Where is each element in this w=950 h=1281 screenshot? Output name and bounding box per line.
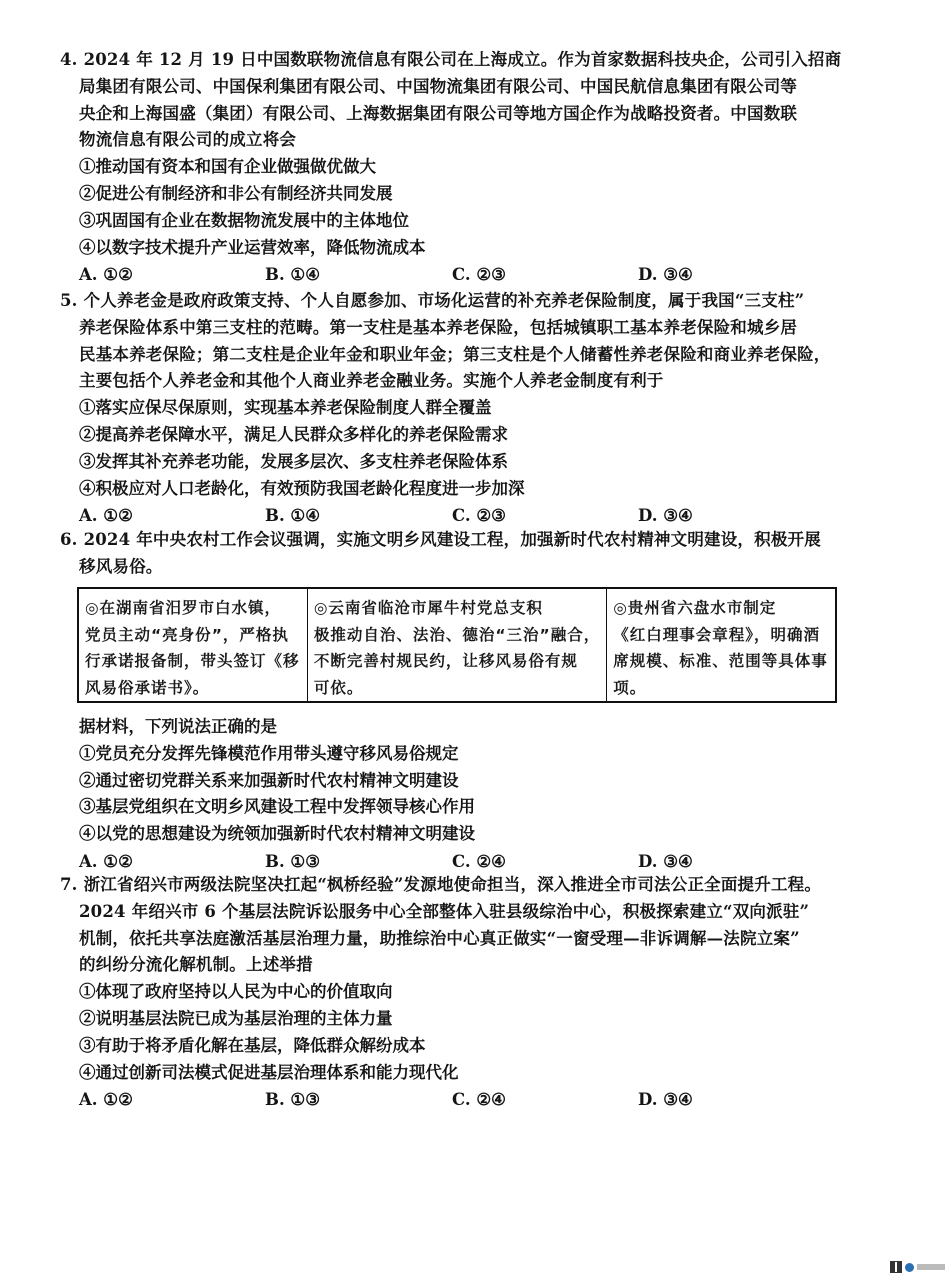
stem-line: 民基本养老保险；第二支柱是企业年金和职业年金；第三支柱是个人储蓄性养老保险和商业养老保险， [79, 344, 831, 364]
stem-line: 7. 浙江省绍兴市两级法院坚决扛起“枫桥经验”发源地使命担当，深入推进全市司法公正全面提升工程。 [60, 875, 822, 894]
question-6 [60, 527, 860, 581]
statement-2: ②促进公有制经济和非公有制经济共同发展 [79, 183, 393, 203]
statement-2: ②说明基层法院已成为基层治理的主体力量 [79, 1008, 393, 1028]
cell-line: 党员主动“亮身份”，严格执 [85, 625, 289, 644]
stem-line: 主要包括个人养老金和其他个人商业养老金融业务。实施个人养老金制度有利于 [79, 371, 664, 391]
material-table [77, 587, 837, 703]
question-5 [60, 288, 860, 529]
cell-line: 可依。 [313, 678, 364, 697]
qr-code-icon [890, 1261, 902, 1273]
stem-line: 机制，依托共享法庭激活基层治理力量，助推综治中心真正做实“一窗受理—非诉调解—法院立案” [79, 928, 800, 948]
choice-c[interactable]: C. ②③ [452, 265, 506, 285]
cell-line: 不断完善村规民约，让移风易俗有规 [313, 652, 578, 670]
cell-line: ◎贵州省六盘水市制定 [613, 599, 777, 617]
stem-line: 移风易俗。 [79, 556, 163, 576]
statement-3: ③巩固国有企业在数据物流发展中的主体地位 [79, 210, 409, 230]
choice-d[interactable]: D. ③④ [638, 1090, 693, 1110]
choice-b[interactable]: B. ①③ [265, 1090, 321, 1110]
answer-choices [60, 848, 860, 875]
cell-line: 《红白理事会章程》，明确酒 [613, 625, 820, 644]
choice-b[interactable]: B. ①④ [265, 265, 321, 285]
material-cell-hunan [79, 589, 307, 701]
statement-3: ③发挥其补充养老功能，发展多层次、多支柱养老保险体系 [79, 451, 508, 471]
cell-line: 风易俗承诺书》。 [85, 678, 210, 697]
choice-c[interactable]: C. ②④ [452, 851, 506, 871]
choice-d[interactable]: D. ③④ [638, 265, 693, 285]
choice-a[interactable]: A. ①② [79, 506, 133, 526]
cell-line: 极推动自治、法治、德治“三治”融合， [313, 625, 601, 644]
cell-line: ◎在湖南省汨罗市白水镇， [85, 599, 282, 617]
answer-choices [60, 1086, 860, 1113]
material-cell-yunnan [307, 589, 606, 701]
choice-b[interactable]: B. ①③ [265, 851, 321, 871]
stem-line: 4. 2024 年 12 月 19 日中国数联物流信息有限公司在上海成立。作为首家数据科技央企，公司引入招商 [60, 50, 842, 69]
stem-line: 的纠纷分流化解机制。上述举措 [79, 955, 313, 975]
stem-line: 2024 年绍兴市 6 个基层法院诉讼服务中心全部整体入驻县级综治中心，积极探索建立“双向派驻” [79, 901, 810, 921]
stem-line: 养老保险体系中第三支柱的范畴。第一支柱是基本养老保险，包括城镇职工基本养老保险和城乡居 [79, 317, 798, 337]
cell-line: 席规模、标准、范围等具体事 [613, 652, 828, 670]
statement-3: ③有助于将矛盾化解在基层，降低群众解纷成本 [79, 1035, 426, 1055]
statement-1: ①党员充分发挥先锋模范作用带头遵守移风易俗规定 [79, 743, 459, 763]
stem-line: 物流信息有限公司的成立将会 [79, 130, 297, 150]
stem-line: 5. 个人养老金是政府政策支持、个人自愿参加、市场化运营的补充养老保险制度，属于我国“三支柱” [60, 291, 805, 310]
stem-line: 6. 2024 年中央农村工作会议强调，实施文明乡风建设工程，加强新时代农村精神文明建设，积极开展 [60, 530, 821, 549]
statement-1: ①推动国有资本和国有企业做强做优做大 [79, 157, 376, 177]
question-stem [60, 527, 860, 581]
question-stem [60, 288, 860, 395]
question-7 [60, 872, 860, 1113]
statement-4: ④以数字技术提升产业运营效率，降低物流成本 [79, 237, 426, 257]
material-cell-guizhou [606, 589, 835, 701]
choice-c[interactable]: C. ②③ [452, 506, 506, 526]
question-4 [60, 47, 860, 288]
choice-a[interactable]: A. ①② [79, 265, 133, 285]
statement-1: ①落实应保尽保原则，实现基本养老保险制度人群全覆盖 [79, 398, 492, 418]
watermark-text-mark [917, 1264, 945, 1270]
cell-line: 项。 [613, 678, 647, 697]
choice-a[interactable]: A. ①② [79, 1090, 133, 1110]
statement-2: ②提高养老保障水平，满足人民群众多样化的养老保险需求 [79, 424, 508, 444]
answer-choices [60, 261, 860, 288]
cell-line: ◎云南省临沧市犀牛村党总支积 [313, 599, 543, 617]
statement-4: ④以党的思想建设为统领加强新时代农村精神文明建设 [79, 824, 475, 844]
statement-4: ④通过创新司法模式促进基层治理体系和能力现代化 [79, 1062, 459, 1082]
question-lead: 据材料，下列说法正确的是 [79, 717, 277, 736]
scanner-watermark [890, 1260, 945, 1274]
statement-4: ④积极应对人口老龄化，有效预防我国老龄化程度进一步加深 [79, 478, 525, 498]
question-6-body [60, 714, 860, 875]
choice-b[interactable]: B. ①④ [265, 506, 321, 526]
statement-3: ③基层党组织在文明乡风建设工程中发挥领导核心作用 [79, 797, 475, 817]
question-stem [60, 47, 860, 154]
stem-line: 央企和上海国盛（集团）有限公司、上海数据集团有限公司等地方国企作为战略投资者。中国数联 [79, 103, 798, 123]
statement-1: ①体现了政府坚持以人民为中心的价值取向 [79, 982, 393, 1002]
answer-choices [60, 502, 860, 529]
choice-d[interactable]: D. ③④ [638, 851, 693, 871]
stem-line: 局集团有限公司、中国保利集团有限公司、中国物流集团有限公司、中国民航信息集团有限公司等 [79, 76, 798, 96]
choice-d[interactable]: D. ③④ [638, 506, 693, 526]
statement-2: ②通过密切党群关系来加强新时代农村精神文明建设 [79, 770, 459, 790]
choice-a[interactable]: A. ①② [79, 851, 133, 871]
question-stem [60, 872, 860, 979]
scanner-logo-icon [905, 1263, 914, 1272]
choice-c[interactable]: C. ②④ [452, 1090, 506, 1110]
cell-line: 行承诺报备制，带头签订《移 [85, 652, 300, 670]
